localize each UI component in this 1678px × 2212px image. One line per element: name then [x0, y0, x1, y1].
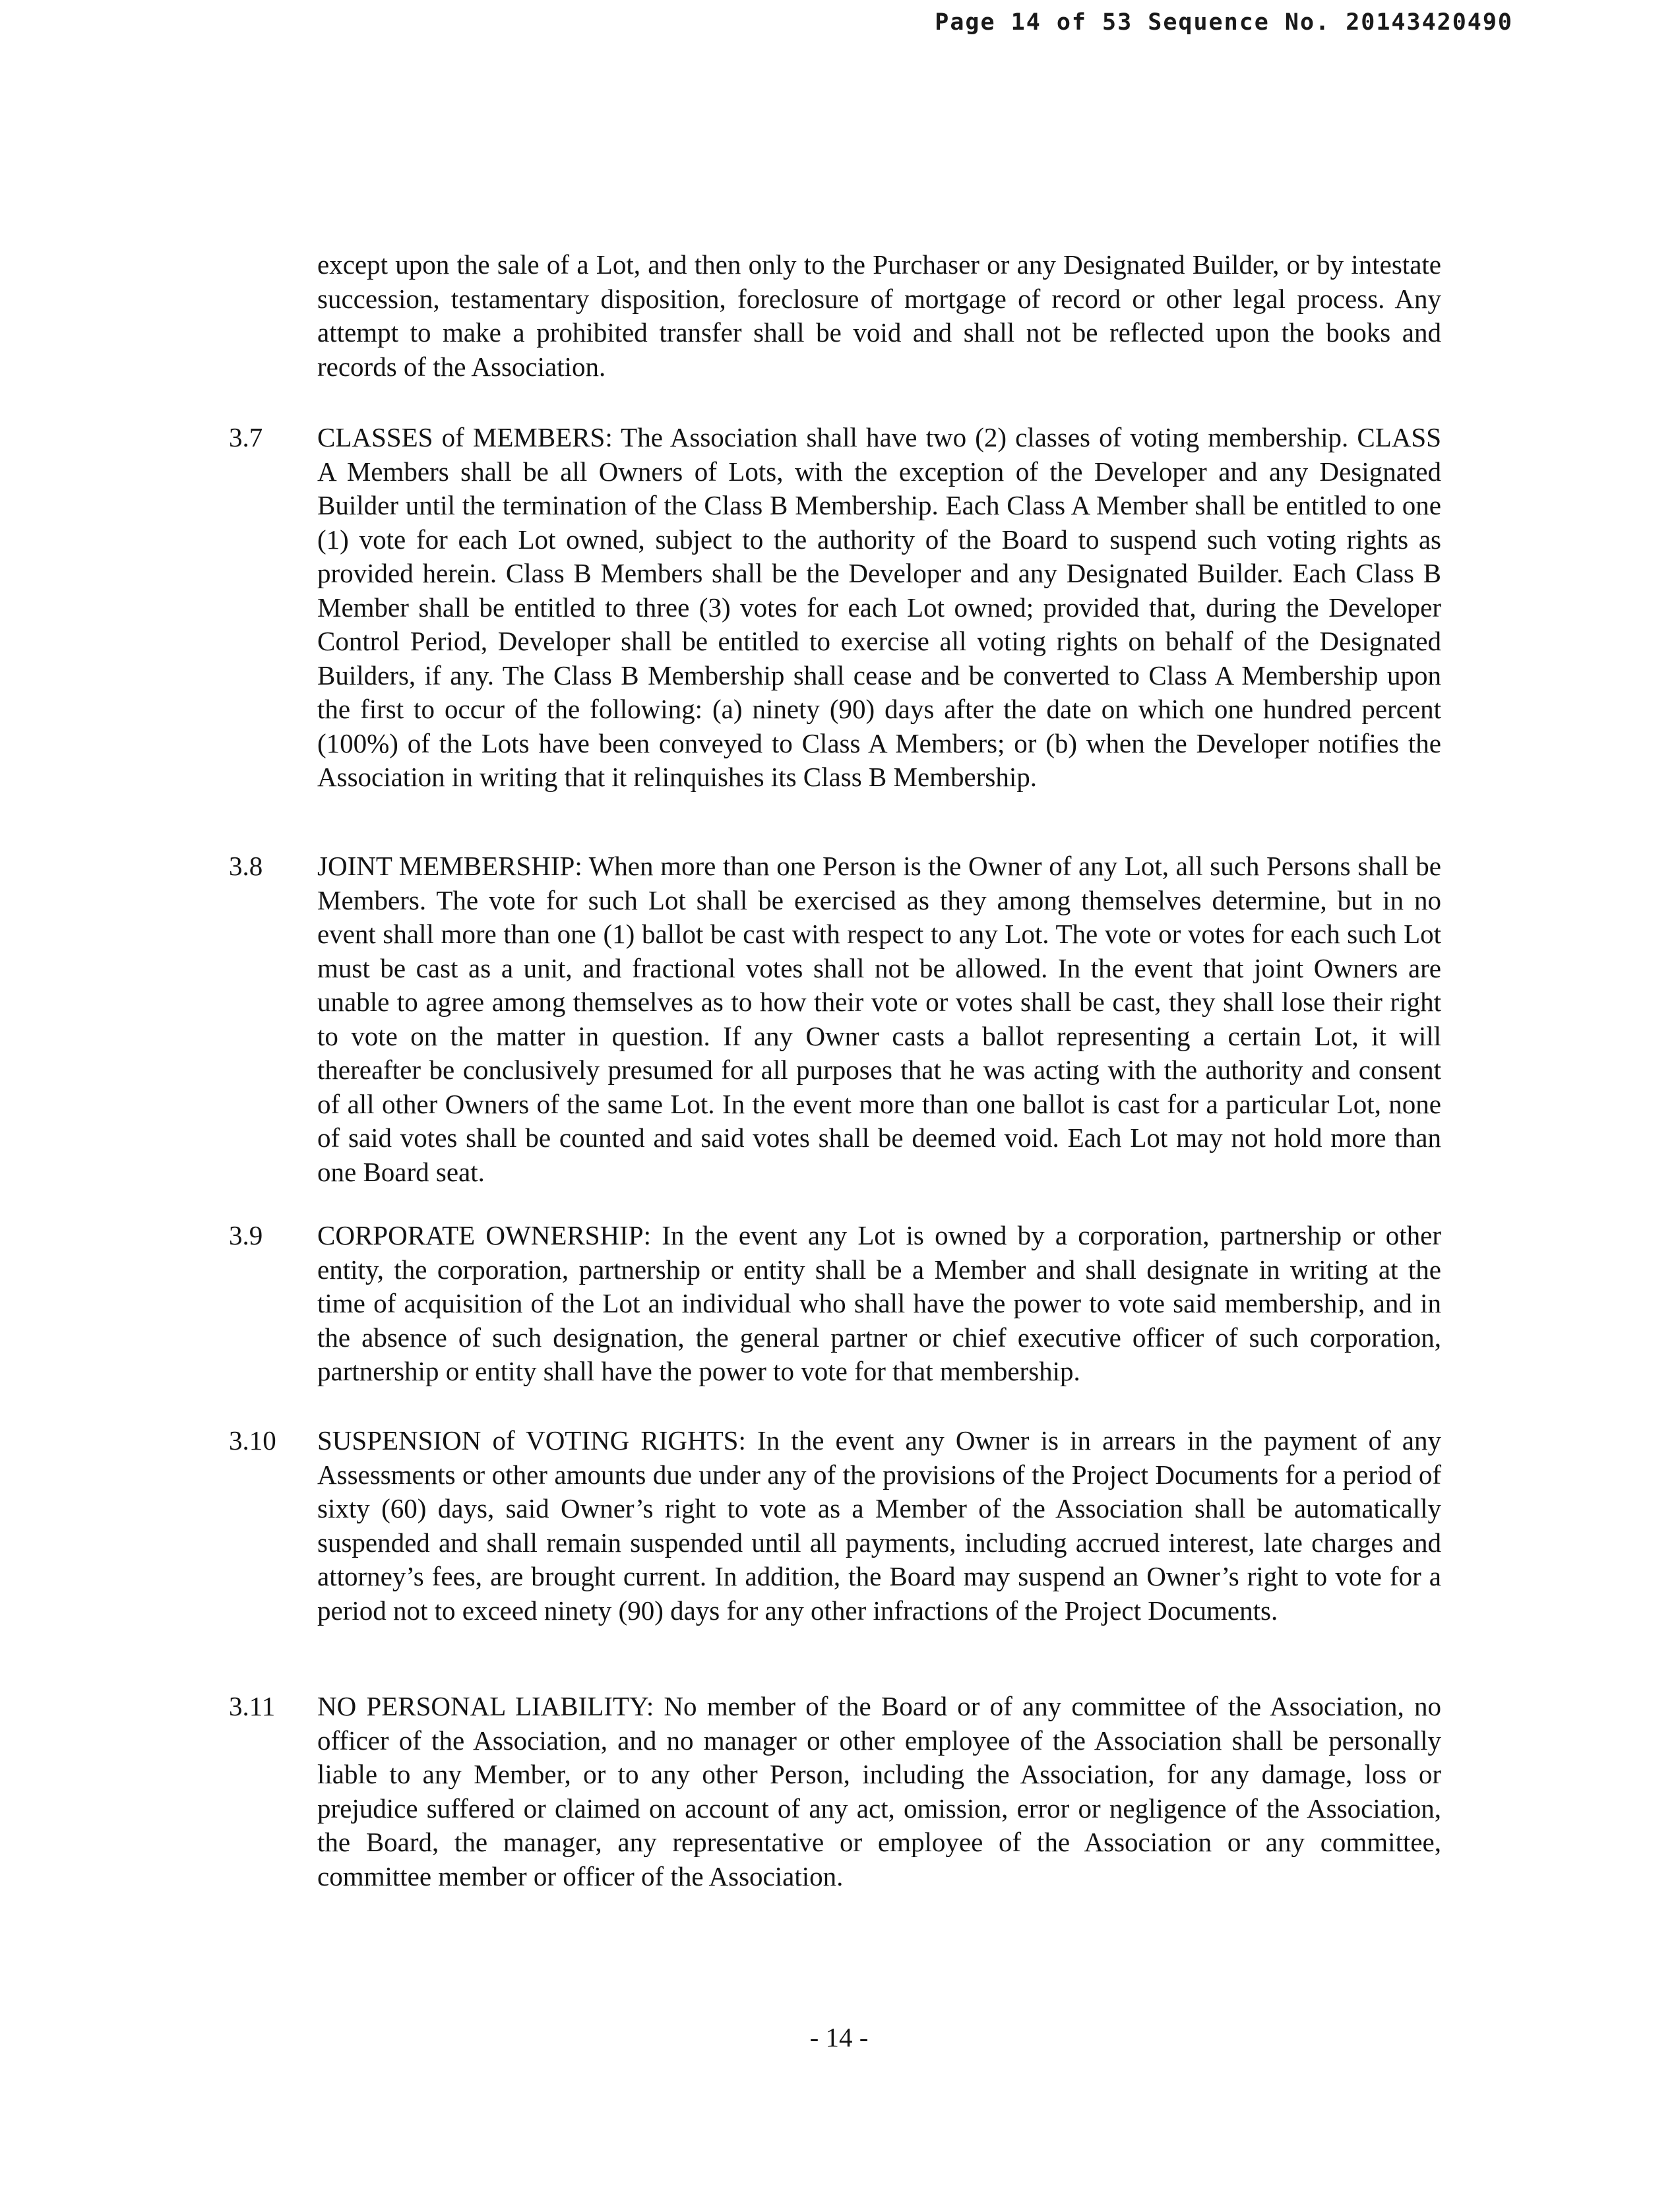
section-text: JOINT MEMBERSHIP: When more than one Person is the Owner of any Lot, all such Persons shall be Members. The vote for such Lot shall be exercised as they among themselves determine, but in no event shall more than one (1) ballot be cast with respect to any Lot. The vote or votes for each such Lot must be cast as a unit, and fractional votes shall not be allowed. In the event that joint Owners are unable to agree among themselves as to how their vote or votes shall be cast, they shall lose their right to vote on the matter in question. If any Owner casts a ballot representing a certain Lot, it will thereafter be conclusively presumed for all purposes that he was acting with the authority and consent of all other Owners of the same Lot. In the event more than one ballot is cast for a particular Lot, none of said votes shall be counted and said votes shall be deemed void. Each Lot may not hold more than one Board seat. — [317, 851, 1441, 1187]
lead-paragraph: except upon the sale of a Lot, and then only to the Purchaser or any Designated Builder, or by intestate succession, testamentary disposition, foreclosure of mortgage of record or other legal process. Any attempt to make a prohibited transfer shall be void and shall not be reflected upon the books and records of the Association. — [317, 249, 1441, 382]
page-number-footer: - 14 - — [809, 2022, 869, 2052]
section-number: 3.8 — [229, 851, 263, 881]
section-number: 3.7 — [229, 422, 263, 452]
section-text: CLASSES of MEMBERS: The Association shall have two (2) classes of voting membership. CLASS A Members shall be all Owners of Lots, with the exception of the Developer and any Designated Builder until the termination of the Class B Membership. Each Class A Member shall be entitled to one (1) vote for each Lot owned, subject to the authority of the Board to suspend such voting rights as provided herein. Class B Members shall be the Developer and any Designated Builder. Each Class B Member shall be entitled to three (3) votes for each Lot owned; provided that, during the Developer Control Period, Developer shall be entitled to exercise all voting rights on behalf of the Designated Builders, if any. The Class B Membership shall cease and be converted to Class A Membership upon the first to occur of the following: (a) ninety (90) days after the date on which one hundred percent (100%) of the Lots have been conveyed to Class A Members; or (b) when the Developer notifies the Association in writing that it relinquishes its Class B Membership. — [317, 422, 1441, 792]
section-number: 3.11 — [229, 1691, 276, 1721]
section-text: NO PERSONAL LIABILITY: No member of the Board or of any committee of the Association, no officer of the Association, and no manager or other employee of the Association shall be personally liable to any Member, or to any other Person, including the Association, for any damage, loss or prejudice suffered or claimed on account of any act, omission, error or negligence of the Association, the Board, the manager, any representative or employee of the Association or any committee, committee member or officer of the Association. — [317, 1691, 1441, 1891]
section-number: 3.9 — [229, 1220, 263, 1250]
section-number: 3.10 — [229, 1425, 276, 1456]
section-text: CORPORATE OWNERSHIP: In the event any Lot is owned by a corporation, partnership or other entity, the corporation, partnership or entity shall be a Member and shall designate in writing at the time of acquisition of the Lot an individual who shall have the power to vote said membership, and in the absence of such designation, the general partner or chief executive officer of such corporation, partnership or entity shall have the power to vote for that membership. — [317, 1220, 1441, 1386]
section-text: SUSPENSION of VOTING RIGHTS: In the event any Owner is in arrears in the payment of any Assessments or other amounts due under any of the provisions of the Project Documents for a period of sixty (60) days, said Owner’s right to vote as a Member of the Association shall be automatically suspended and shall remain suspended until all payments, including accrued interest, late charges and attorney’s fees, are brought current. In addition, the Board may suspend an Owner’s right to vote for a period not to exceed ninety (90) days for any other infractions of the Project Documents. — [317, 1425, 1441, 1626]
page-sequence-header: Page 14 of 53 Sequence No. 20143420490 — [935, 9, 1513, 36]
